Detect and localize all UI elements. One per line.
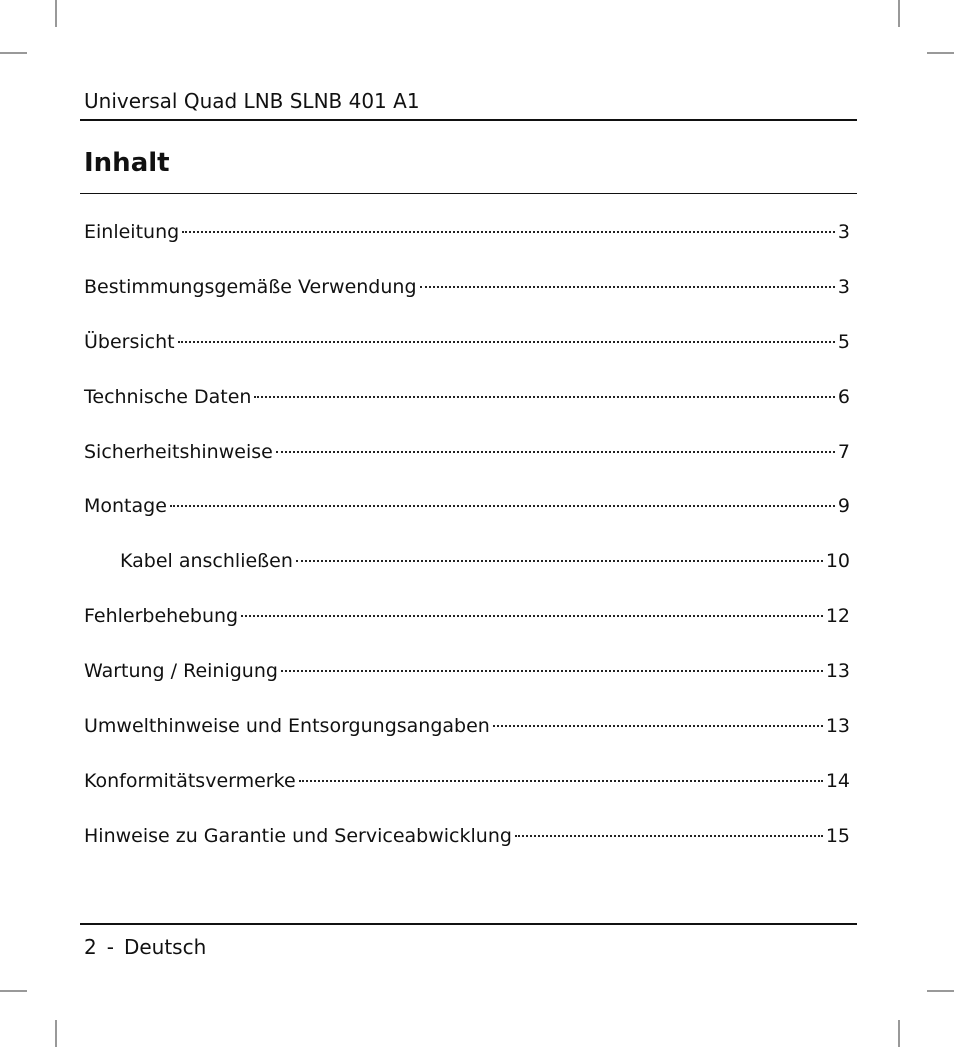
toc-entry-title: Übersicht [84, 331, 175, 353]
dot-leader [178, 341, 835, 343]
toc-entry-kabel-anschliessen[interactable] [120, 547, 850, 575]
footer-rule [80, 923, 857, 925]
dot-leader [241, 615, 823, 617]
footer-separator: - [106, 935, 114, 959]
dot-leader [420, 286, 835, 288]
footer-language: Deutsch [123, 935, 207, 959]
dot-leader [299, 780, 823, 782]
toc-entry-title: Umwelthinweise und Entsorgungsangaben [84, 715, 490, 737]
toc-entry-title: Sicherheitshinweise [84, 441, 273, 463]
toc-entry-page: 3 [837, 276, 850, 298]
page-title: Inhalt [84, 148, 170, 178]
toc-entry-title: Hinweise zu Garantie und Serviceabwicklung [84, 825, 512, 847]
toc-entry-fehlerbehebung[interactable] [84, 602, 850, 630]
toc-entry-bestimmungsgemaesse-verwendung[interactable] [84, 273, 850, 301]
toc-entry-page: 3 [837, 221, 850, 243]
running-footer [84, 934, 206, 960]
toc-entry-page: 6 [837, 386, 850, 408]
toc-entry-page: 13 [825, 660, 850, 682]
toc-entry-title: Technische Daten [84, 386, 252, 408]
toc-entry-einleitung[interactable] [84, 218, 850, 246]
page-number: 2 [84, 935, 97, 959]
toc-entry-sicherheitshinweise[interactable] [84, 438, 850, 466]
toc-entry-title: Einleitung [84, 221, 180, 243]
toc-entry-page: 10 [825, 550, 850, 572]
dot-leader [515, 835, 823, 837]
running-header: Universal Quad LNB SLNB 401 A1 [84, 89, 420, 113]
dot-leader [182, 231, 835, 233]
toc-entry-page: 9 [837, 495, 850, 517]
toc-entry-umwelthinweise[interactable] [84, 712, 850, 740]
dot-leader [296, 560, 823, 562]
toc-entry-title: Fehlerbehebung [84, 605, 239, 627]
toc-entry-page: 13 [825, 715, 850, 737]
toc-entry-page: 12 [825, 605, 850, 627]
toc-entry-uebersicht[interactable] [84, 328, 850, 356]
dot-leader [170, 505, 835, 507]
dot-leader [254, 396, 834, 398]
toc-entry-title: Kabel anschließen [120, 550, 293, 572]
toc-entry-title: Wartung / Reinigung [84, 660, 278, 682]
toc-entry-garantie-serviceabwicklung[interactable] [84, 822, 850, 850]
dot-leader [493, 725, 823, 727]
toc-entry-page: 7 [837, 441, 850, 463]
toc-entry-page: 15 [825, 825, 850, 847]
toc-entry-page: 5 [837, 331, 850, 353]
toc-entry-title: Bestimmungsgemäße Verwendung [84, 276, 417, 298]
toc-entry-technische-daten[interactable] [84, 383, 850, 411]
dot-leader [276, 451, 835, 453]
toc-entry-title: Konformitätsvermerke [84, 770, 296, 792]
toc-entry-page: 14 [825, 770, 850, 792]
dot-leader [281, 670, 823, 672]
toc-entry-title: Montage [84, 495, 167, 517]
toc-entry-montage[interactable] [84, 492, 850, 520]
toc-entry-wartung-reinigung[interactable] [84, 657, 850, 685]
toc-entry-konformitaetsvermerke[interactable] [84, 767, 850, 795]
